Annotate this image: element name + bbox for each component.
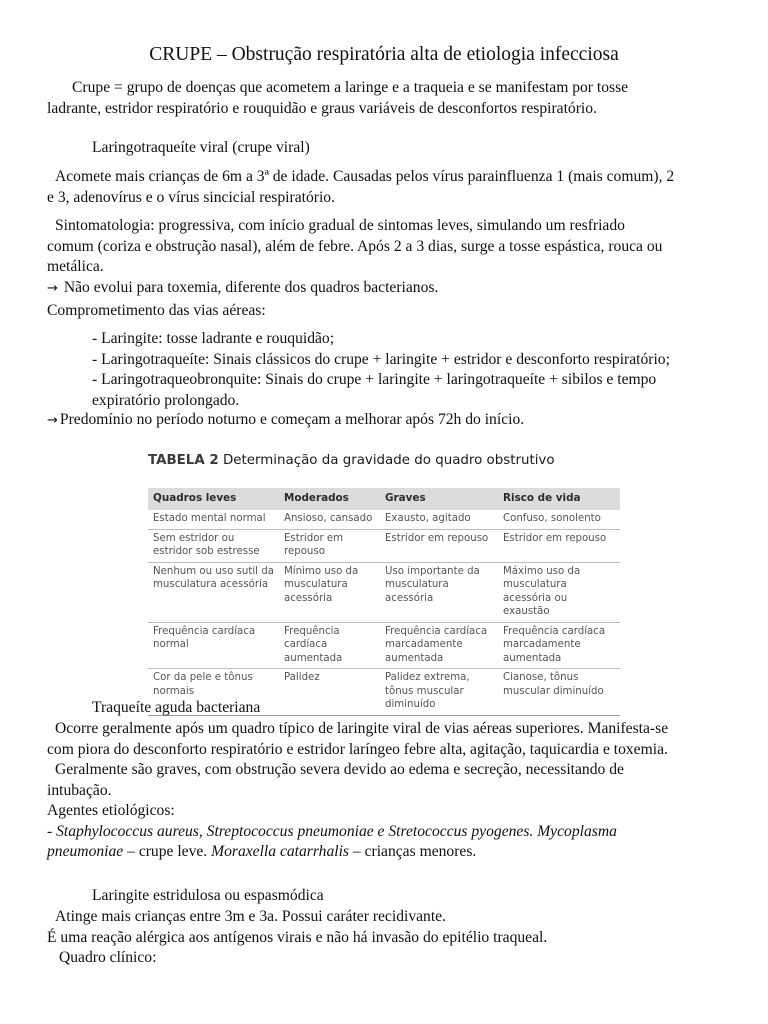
- bacterial-paragraph: [47, 719, 731, 863]
- page-title: CRUPE – Obstrução respiratória alta de etiologia infecciosa: [149, 44, 619, 65]
- spasmodic-paragraph: [47, 907, 731, 969]
- agents-species-1: Staphylococcus aureus, Streptococcus pneumoniae e Stretococcus pyogenes. Mycoplasma: [56, 822, 617, 840]
- table-cell: Cor da pele e tônus normais: [148, 669, 279, 716]
- viral-arrow-note-1-text: Não evolui para toxemia, diferente dos quadros bacterianos.: [63, 278, 439, 296]
- table-cell: Estado mental normal: [148, 510, 279, 529]
- agents-label: Agentes etiológicos:: [47, 802, 175, 819]
- bacterial-p2-line-2: intubação.: [47, 781, 112, 799]
- bacterial-p2-line-1: Geralmente são graves, com obstrução severa devido ao edema e secreção, necessitando de: [55, 761, 624, 778]
- list-item-continuation: expiratório prolongado.: [92, 391, 240, 409]
- table-header-cell: Quadros leves: [148, 488, 279, 510]
- agents-prefix: -: [47, 822, 57, 840]
- list-item: - Laringotraqueobronquite: Sinais do crupe + laringite + laringotraqueíte + sibilos e tempo: [92, 371, 657, 388]
- viral-arrow-note-2: [47, 410, 731, 432]
- table-cell: Estridor em repouso: [498, 529, 620, 562]
- table-row: [148, 529, 620, 562]
- table-row: [148, 622, 620, 669]
- viral-p1-line-2: e 3, adenovírus e o vírus sincicial respiratório.: [47, 188, 335, 206]
- table-cell: Frequência cardíaca marcadamente aumentada: [498, 622, 620, 669]
- table-cell: Frequência cardíaca aumentada: [279, 622, 380, 669]
- table-row: [148, 562, 620, 622]
- table-cell: Frequência cardíaca marcadamente aumentada: [380, 622, 498, 669]
- table-cell: Mínimo uso da musculatura acessória: [279, 562, 380, 622]
- table-row: [148, 510, 620, 529]
- agents-line-1: [47, 822, 731, 843]
- agents-species-3: Moraxella catarrhalis: [211, 843, 349, 860]
- table-cell: Estridor em repouso: [279, 529, 380, 562]
- airways-label: Comprometimento das vias aéreas:: [47, 302, 266, 319]
- table-header-cell: Moderados: [279, 488, 380, 510]
- table-cell: Palidez extrema, tônus muscular diminuído: [380, 669, 498, 716]
- section-heading-bacterial: Traqueíte aguda bacteriana: [92, 699, 261, 716]
- table-header-cell: Graves: [380, 488, 498, 510]
- table-cell: Uso importante da musculatura acessória: [380, 562, 498, 622]
- viral-p1-line-1: Acomete mais crianças de 6m a 3ª de idade. Causadas pelos vírus parainfluenza 1 (mais comum), 2: [55, 168, 675, 185]
- table-cell: Máximo uso da musculatura acessória ou exaustão: [498, 562, 620, 622]
- viral-p2-line-1: Sintomatologia: progressiva, com início gradual de sintomas leves, simulando um resfriado: [55, 217, 625, 234]
- bacterial-p1-line-2: com piora do desconforto respiratório e estridor laríngeo febre alta, agitação, taquicardia e toxemia.: [47, 740, 668, 758]
- bacterial-p1-line-1: Ocorre geralmente após um quadro típico de laringite viral de vias aéreas superiores. Manifesta-se: [55, 720, 669, 737]
- table-caption: [148, 452, 622, 470]
- list-item: - Laringite: tosse ladrante e rouquidão;: [92, 330, 335, 347]
- table-cell: Estridor em repouso: [380, 529, 498, 562]
- airways-list: [92, 329, 732, 411]
- table-cell: Frequência cardíaca normal: [148, 622, 279, 669]
- arrow-right-icon: →: [47, 280, 58, 296]
- table-cell: Sem estridor ou estridor sob estresse: [148, 529, 279, 562]
- spasmodic-line-2: É uma reação alérgica aos antígenos virais e não há invasão do epitélio traqueal.: [47, 928, 548, 946]
- viral-paragraph-1: [47, 167, 731, 208]
- table-cell: Nenhum ou uso sutil da musculatura acessória: [148, 562, 279, 622]
- viral-arrow-note-2-text: Predomínio no período noturno e começam a melhorar após 72h do início.: [59, 411, 525, 428]
- severity-table-figure: [146, 452, 622, 710]
- viral-p2-line-2: comum (coriza e obstrução nasal), além de febre. Após 2 a 3 dias, surge a tosse espástica, rouca ou: [47, 237, 663, 255]
- list-item: - Laringotraqueíte: Sinais clássicos do crupe + laringite + estridor e desconforto respiratório;: [92, 350, 670, 368]
- table-number: TABELA 2: [148, 453, 219, 468]
- agents-note-1: – crupe leve.: [123, 843, 212, 860]
- table-cell: Exausto, agitado: [380, 510, 498, 529]
- section-heading-viral: Laringotraqueíte viral (crupe viral): [92, 139, 310, 156]
- table-header-row: [148, 488, 620, 510]
- viral-p2-line-3: metálica.: [47, 258, 104, 275]
- intro-line-1: Crupe = grupo de doenças que acometem a laringe e a traqueia e se manifestam por tosse: [72, 79, 629, 96]
- table-cell: Confuso, sonolento: [498, 510, 620, 529]
- table-caption-text: Determinação da gravidade do quadro obstrutivo: [222, 453, 555, 468]
- arrow-right-icon: →: [47, 413, 58, 428]
- viral-paragraph-2: [47, 216, 731, 299]
- agents-species-2: pneumoniae: [47, 843, 124, 860]
- intro-paragraph: [47, 78, 731, 119]
- severity-table: [148, 488, 620, 716]
- section-heading-spasmodic: Laringite estridulosa ou espasmódica: [92, 887, 324, 904]
- viral-arrow-note-1: [47, 278, 731, 300]
- spasmodic-line-3: Quadro clínico:: [59, 949, 157, 966]
- table-header-cell: Risco de vida: [498, 488, 620, 510]
- table-cell: Ansioso, cansado: [279, 510, 380, 529]
- table-cell: Cianose, tônus muscular diminuído: [498, 669, 620, 716]
- intro-line-2: ladrante, estridor respiratório e rouquidão e graus variáveis de desconfortos respiratório.: [47, 99, 597, 117]
- agents-note-2: – crianças menores.: [349, 843, 477, 860]
- spasmodic-line-1: Atinge mais crianças entre 3m e 3a. Possui caráter recidivante.: [55, 908, 446, 925]
- agents-line-2: [47, 842, 731, 863]
- table-cell: Palidez: [279, 669, 380, 716]
